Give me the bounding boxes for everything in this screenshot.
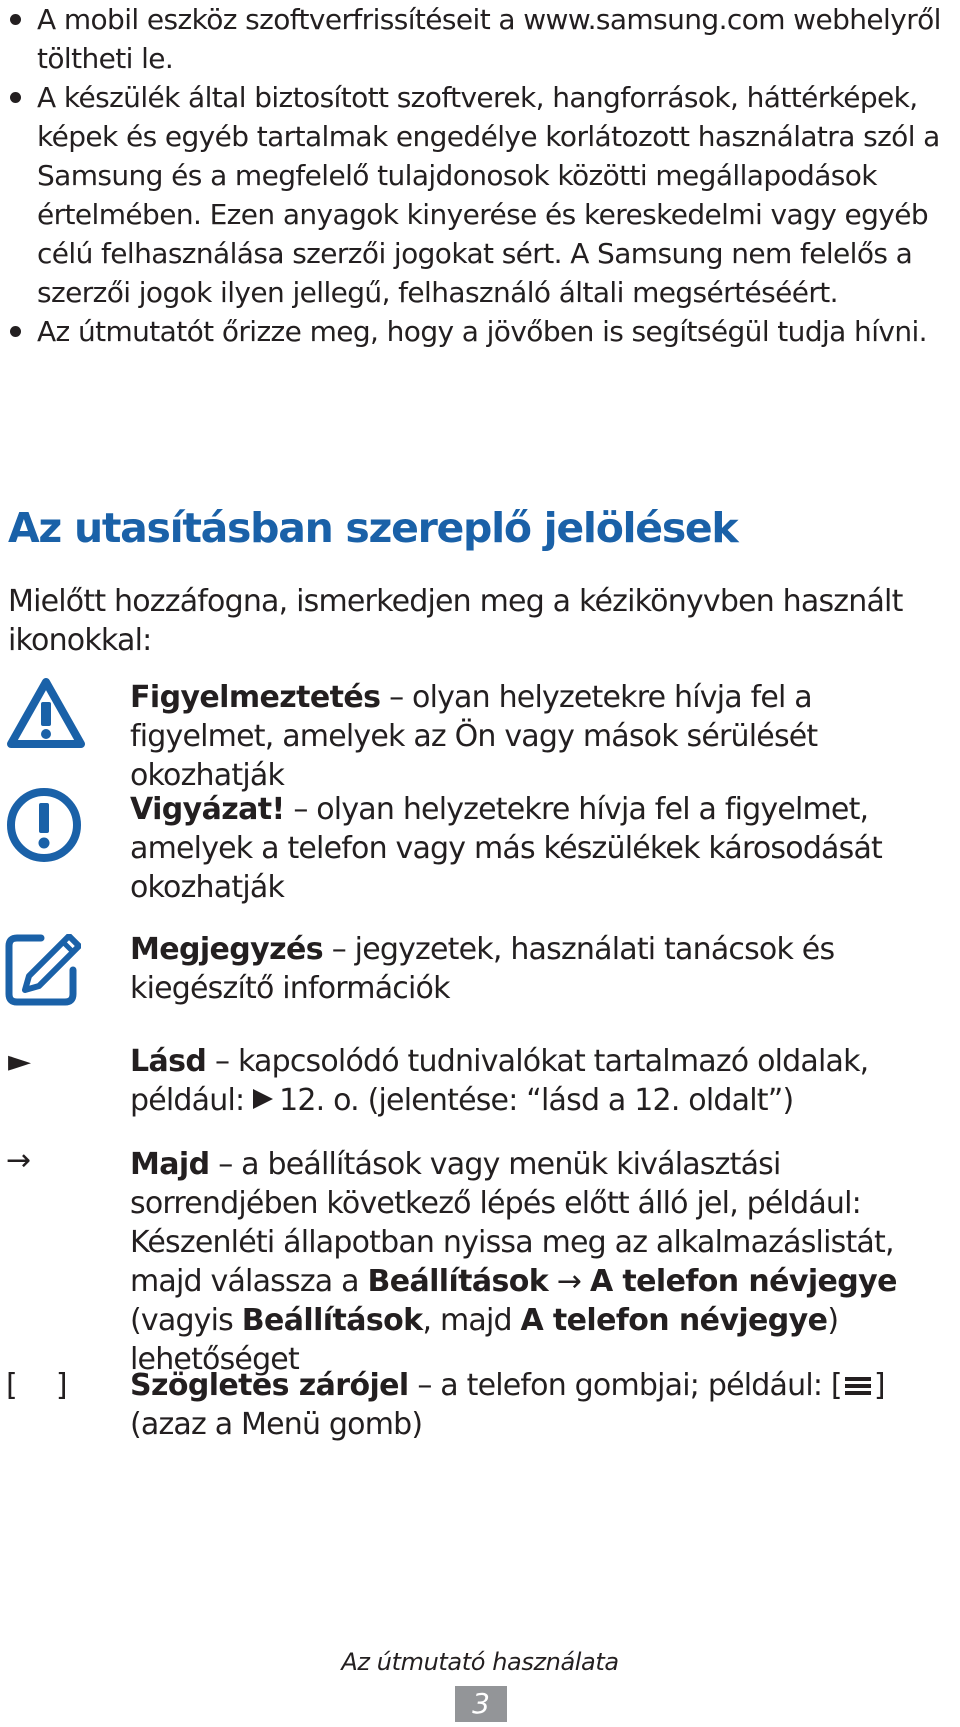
note-pencil-icon (5, 934, 81, 1010)
bullet-dot (10, 14, 21, 25)
entry-desc-continued: (vagyis (130, 1303, 242, 1338)
entry-term: Megjegyzés (130, 932, 323, 967)
menu-path-about-alt: A telefon névjegye (520, 1303, 828, 1338)
caution-circle-icon (5, 786, 83, 868)
warning-triangle-icon (6, 676, 86, 754)
page-number: 3 (455, 1686, 507, 1722)
entry-term: Vigyázat! (130, 792, 285, 827)
menu-path-settings: Beállítások (367, 1264, 549, 1299)
bullet-dot (10, 92, 21, 103)
menu-path-about: A telefon névjegye (589, 1264, 897, 1299)
entry-desc: – kapcsolódó tudnivalókat tartalmazó oldalak, például: (130, 1044, 869, 1118)
entry-text (130, 1042, 955, 1120)
arrow-right-icon: → (548, 1264, 590, 1299)
entry-term: Majd (130, 1147, 210, 1182)
entry-desc-continued: ] (azaz a Menü gomb) (130, 1368, 885, 1442)
entry-term: Figyelmeztetés (130, 680, 381, 715)
entry-term: Szögletes zárójel (130, 1368, 409, 1403)
entry-desc: – olyan helyzetekre hívja fel a figyelmet, amelyek az Ön vagy mások sérülését okozhatják (130, 680, 818, 793)
footer-section-label: Az útmutató használata (341, 1648, 619, 1676)
list-item (10, 312, 955, 351)
entry-text (130, 1145, 955, 1379)
bullet-dot (10, 326, 21, 337)
bullet-list (10, 0, 955, 351)
entry-desc-continued: 12. o. (jelentése: “lásd a 12. oldalt”) (279, 1083, 794, 1118)
entry-desc: – a telefon gombjai; például: [ (408, 1368, 842, 1403)
menu-path-settings-alt: Beállítások (241, 1303, 423, 1338)
bullet-text: A mobil eszköz szoftverfrissítéseit a www.samsung.com webhelyről töltheti le. (37, 3, 941, 75)
entry-desc: – a beállítások vagy menük kiválasztási sorrendjében következő lépés előtt álló jel, például: Készenléti állapotban nyissa meg az alkalmazáslistát, majd válassza a (130, 1147, 894, 1299)
entry-text (130, 678, 955, 795)
entry-text (130, 1366, 955, 1444)
entry-term: Lásd (130, 1044, 207, 1079)
brackets-symbol: [ ] (6, 1368, 68, 1403)
arrow-right-icon: → (6, 1143, 32, 1178)
list-item (10, 78, 955, 312)
section-intro: Mielőtt hozzáfogna, ismerkedjen meg a kézikönyvben használt ikonokkal: (8, 584, 903, 658)
menu-key-icon (842, 1375, 874, 1397)
section-heading: Az utasításban szereplő jelölések (8, 504, 738, 552)
triangle-right-icon (253, 1089, 273, 1109)
entry-desc-continued: , majd (422, 1303, 521, 1338)
entry-desc: – olyan helyzetekre hívja fel a figyelmet, amelyek a telefon vagy más készülékek károsodását okozhatják (130, 792, 883, 905)
list-item (10, 0, 955, 78)
entry-desc-continued: ) lehetőséget (130, 1303, 839, 1377)
bullet-text: Az útmutatót őrizze meg, hogy a jövőben is segítségül tudja hívni. (37, 315, 927, 348)
entry-desc: – jegyzetek, használati tanácsok és kiegészítő információk (130, 932, 835, 1006)
triangle-right-icon: ► (8, 1044, 32, 1079)
entry-text (130, 930, 955, 1008)
bullet-text: A készülék által biztosított szoftverek, hangforrások, háttérképek, képek és egyéb tartalmak engedélye korlátozott használatra szól a Samsung és a megfelelő tulajdonosok közötti megállapodások értelmében. Ezen anyagok kinyerése és kereskedelmi vagy egyéb célú felhasználása szerzői jogokat sért. A Samsung nem felelős a szerzői jogok ilyen jellegű, felhasználó általi megsértéséért. (37, 81, 940, 309)
entry-text (130, 790, 955, 907)
